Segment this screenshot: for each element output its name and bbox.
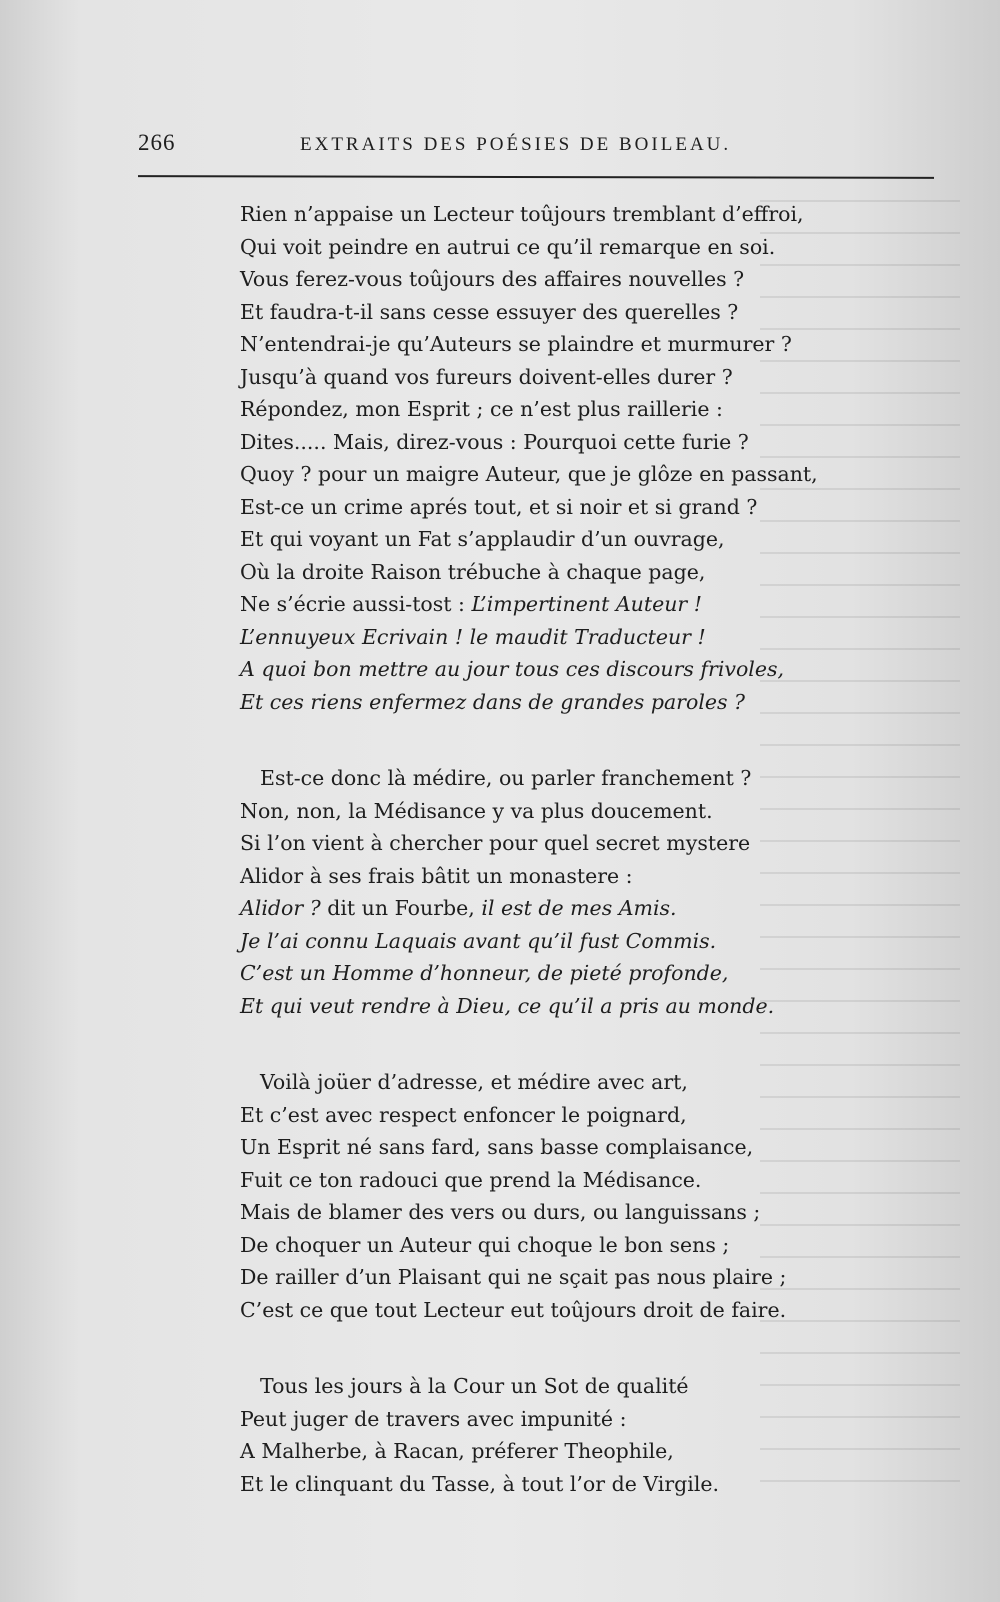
verse-text: Dites..... Mais, direz-vous : Pourquoi cette furie ? bbox=[240, 429, 749, 454]
verse-text: Et le clinquant du Tasse, à tout l’or de Virgile. bbox=[240, 1471, 720, 1496]
verse-text: Peut juger de travers avec impunité : bbox=[240, 1406, 627, 1431]
verse-text: Et qui veut rendre à Dieu, ce qu’il a pris au monde. bbox=[240, 993, 775, 1018]
verse-line bbox=[240, 588, 800, 621]
verse-body bbox=[240, 198, 818, 1544]
verse-line bbox=[240, 1196, 800, 1229]
header-rule bbox=[138, 175, 934, 179]
verse-text: Et faudra-t-il sans cesse essuyer des querelles ? bbox=[240, 299, 739, 324]
page-header bbox=[138, 130, 934, 170]
verse-text: A Malherbe, à Racan, préferer Theophile, bbox=[240, 1439, 674, 1463]
verse-text: De railler d’un Plaisant qui ne sçait pas nous plaire ; bbox=[240, 1265, 787, 1289]
verse-text: C’est un Homme d’honneur, de pieté profonde, bbox=[240, 961, 729, 985]
verse-line bbox=[240, 458, 818, 491]
stanza bbox=[240, 1066, 800, 1326]
verse-line bbox=[240, 426, 800, 459]
verse-text: Répondez, mon Esprit ; ce n’est plus raillerie : bbox=[240, 397, 723, 421]
verse-text: Est-ce donc là médire, ou parler franchement ? bbox=[260, 766, 752, 790]
verse-text-mid: dit un Fourbe, bbox=[320, 896, 482, 920]
verse-line bbox=[240, 393, 800, 426]
verse-line bbox=[240, 1131, 800, 1164]
verse-text: De choquer un Auteur qui choque le bon sens ; bbox=[240, 1232, 730, 1257]
stanza bbox=[240, 762, 800, 1022]
verse-text: Tous les jours à la Cour un Sot de qualité bbox=[260, 1374, 689, 1398]
verse-line bbox=[240, 795, 800, 828]
verse-text: Où la droite Raison trébuche à chaque page, bbox=[240, 559, 706, 584]
verse-line bbox=[240, 198, 804, 231]
verse-line bbox=[240, 1370, 800, 1403]
verse-line bbox=[240, 1164, 800, 1197]
verse-line bbox=[240, 523, 800, 556]
verse-text: Alidor ? bbox=[240, 896, 321, 920]
verse-line bbox=[240, 231, 800, 264]
verse-text: L’ennuyeux Ecrivain ! le maudit Traducteur ! bbox=[240, 624, 706, 649]
verse-line bbox=[240, 621, 800, 654]
verse-line bbox=[240, 892, 800, 925]
verse-text-italic: L’impertinent Auteur ! bbox=[471, 592, 702, 616]
stanza bbox=[240, 198, 818, 718]
verse-line bbox=[240, 491, 800, 524]
verse-line bbox=[240, 762, 800, 795]
verse-text: N’entendrai-je qu’Auteurs se plaindre et murmurer ? bbox=[240, 332, 792, 356]
verse-line bbox=[240, 653, 800, 686]
verse-line bbox=[240, 361, 800, 394]
verse-text-italic: il est de mes Amis. bbox=[481, 896, 677, 920]
verse-line bbox=[240, 925, 800, 958]
page-number: 266 bbox=[138, 130, 176, 155]
verse-line bbox=[240, 1229, 800, 1262]
verse-line bbox=[240, 263, 800, 296]
verse-text: Alidor à ses frais bâtit un monastere : bbox=[240, 863, 633, 888]
verse-line bbox=[240, 296, 800, 329]
verse-line bbox=[240, 328, 800, 361]
verse-text: Est-ce un crime aprés tout, et si noir et si grand ? bbox=[240, 494, 758, 519]
verse-text: Un Esprit né sans fard, sans basse complaisance, bbox=[240, 1135, 754, 1159]
verse-line bbox=[240, 1403, 800, 1436]
verse-line bbox=[240, 1099, 800, 1132]
verse-line bbox=[240, 1066, 800, 1099]
verse-line bbox=[240, 860, 800, 893]
verse-text: Si l’on vient à chercher pour quel secret mystere bbox=[240, 831, 751, 855]
verse-text: Et ces riens enfermez dans de grandes paroles ? bbox=[240, 689, 746, 714]
verse-line bbox=[240, 990, 800, 1023]
verse-line bbox=[240, 1435, 800, 1468]
verse-text: Qui voit peindre en autrui ce qu’il remarque en soi. bbox=[240, 234, 776, 259]
verse-line bbox=[240, 1294, 800, 1327]
verse-text: Je l’ai connu Laquais avant qu’il fust Commis. bbox=[240, 928, 717, 953]
verse-text: C’est ce que tout Lecteur eut toûjours droit de faire. bbox=[240, 1297, 787, 1322]
stanza bbox=[240, 1370, 800, 1500]
verse-text: Non, non, la Médisance y va plus doucement. bbox=[240, 798, 713, 823]
verse-text: Vous ferez-vous toûjours des affaires nouvelles ? bbox=[240, 267, 745, 291]
verse-text: A quoi bon mettre au jour tous ces discours frivoles, bbox=[240, 657, 785, 681]
verse-line bbox=[240, 556, 800, 589]
verse-text: Mais de blamer des vers ou durs, ou languissans ; bbox=[240, 1200, 761, 1224]
verse-line bbox=[240, 686, 800, 719]
verse-text: Fuit ce ton radouci que prend la Médisance. bbox=[240, 1167, 702, 1192]
running-title: EXTRAITS DES POÉSIES DE BOILEAU. bbox=[300, 134, 732, 155]
verse-text: Et c’est avec respect enfoncer le poignard, bbox=[240, 1102, 687, 1127]
verse-text: Voilà joüer d’adresse, et médire avec art, bbox=[260, 1070, 688, 1094]
verse-text: Rien n’appaise un Lecteur toûjours tremblant d’effroi, bbox=[240, 202, 804, 226]
verse-line bbox=[240, 1261, 800, 1294]
verse-line bbox=[240, 1468, 800, 1501]
verse-line bbox=[240, 827, 800, 860]
verse-text: Quoy ? pour un maigre Auteur, que je glôze en passant, bbox=[240, 462, 818, 486]
verse-text: Jusqu’à quand vos fureurs doivent-elles durer ? bbox=[240, 364, 733, 389]
verse-text: Et qui voyant un Fat s’applaudir d’un ouvrage, bbox=[240, 527, 725, 551]
verse-text: Ne s’écrie aussi-tost : bbox=[240, 592, 465, 616]
verse-line bbox=[240, 957, 800, 990]
